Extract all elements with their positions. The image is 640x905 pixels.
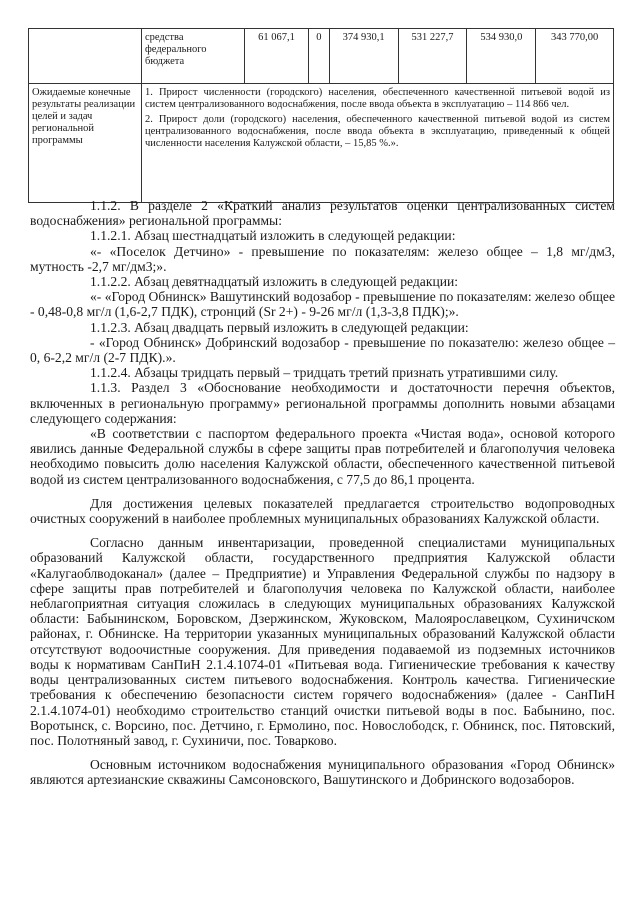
paragraph: 1.1.2.4. Абзацы тридцать первый – тридцать третий признать утратившими силу. — [90, 365, 559, 381]
result-item: 2. Прирост доли (городского) населения, обеспеченного качественной питьевой водой из систем централизованного водоснабжения, после ввода объекта в эксплуатацию, приведенный к общей численности населения Калужской области, – 15,85 %.». — [145, 114, 610, 149]
paragraph: 1.1.2. В разделе 2 «Краткий анализ результатов оценки централизованных систем водоснабжения» региональной программы: — [30, 198, 615, 229]
budget-table — [28, 28, 614, 203]
paragraph: «- «Город Обнинск» Вашутинский водозабор - превышение по показателям: железо общее - 0,48-0,8 мг/л (1,6-2,7 ПДК), стронций (Sr 2+) - 9-26 мг/л (1,3-3,8 ПДК);». — [30, 289, 615, 320]
paragraph: Для достижения целевых показателей предлагается строительство водопроводных очистных сооружений в наиболее проблемных муниципальных образованиях Калужской области. — [30, 495, 615, 527]
table-cell-results — [142, 84, 614, 203]
paragraph: 1.1.2.2. Абзац девятнадцатый изложить в следующей редакции: — [90, 274, 459, 290]
table-cell-value: 374 930,1 — [329, 29, 398, 84]
table-cell-value: 343 770,00 — [536, 29, 614, 84]
paragraph: 1.1.3. Раздел 3 «Обоснование необходимости и достаточности перечня объектов, включенных в региональную программу» региональной программы дополнить новыми абзацами следующего содержания: — [30, 380, 615, 426]
paragraph: Согласно данным инвентаризации, проведенной специалистами муниципальных образований Калужской области, государственного предприятия Калужской области «Калугаоблводоканал» (далее – Предприятие) и Управления Федеральной службы по надзору в сфере защиты прав потребителей и благополучия человека по Калужской области, наиболее неблагоприятная ситуация сложилась в следующих муниципальных образованиях Калужской области: Бабынинском, Боровском, Дзержинском, Жуковском, Малоярославецком, Сухиничском районах, г. Обнинске. На территории указанных муниципальных образований Калужской области отсутствуют водоочистные сооружения. Для приведения подаваемой из подземных источников воды к нормативам СанПиН 2.1.4.1074-01 «Питьевая вода. Гигиенические требования к качеству воды централизованных систем питьевого водоснабжения. Контроль качества. Гигиенические требования к обеспечению безопасности систем горячего водоснабжения» (далее - СанПиН 2.1.4.1074-01) необходимо строительство станций очистки питьевой воды в пос. Бабынино, пос. Воротынск, с. Ворсино, пос. Детчино, г. Ермолино, пос. Новослободск, г. Обнинск, пос. Пятовский, пос. Полотняный завод, г. Сухиничи, пос. Товарково. — [30, 535, 615, 748]
paragraph: 1.1.2.3. Абзац двадцать первый изложить в следующей редакции: — [90, 319, 469, 335]
paragraph: Основным источником водоснабжения муниципального образования «Город Обнинск» являются артезианские скважины Самсоновского, Вашутинского и Добринского водозаборов. — [30, 757, 615, 788]
paragraph: «- «Поселок Детчино» - превышение по показателям: железо общее – 1,8 мг/дм3, мутность -2,7 мг/дм3;». — [30, 243, 615, 274]
table-cell-label: Ожидаемые конечные результаты реализации целей и задач региональной программы — [29, 84, 142, 203]
paragraph: - «Город Обнинск» Добринский водозабор - превышение по показателю: железо общее – 0, 6-2,2 мг/л (2-7 ПДК).». — [30, 334, 615, 366]
paragraph: «В соответствии с паспортом федерального проекта «Чистая вода», основой которого явились данные Федеральной службы в сфере защиты прав потребителей и благополучия человека необходимо повысить долю населения Калужской области, обеспеченного качественной питьевой водой из систем централизованного водоснабжения, с 77,5 до 86,1 процента. — [30, 426, 615, 487]
paragraph: 1.1.2.1. Абзац шестнадцатый изложить в следующей редакции: — [90, 228, 456, 244]
table-cell-value: 0 — [308, 29, 329, 84]
result-item: 1. Прирост численности (городского) населения, обеспеченного качественной питьевой водой из систем централизованного водоснабжения, после ввода объекта в эксплуатацию – 114 866 чел. — [145, 87, 610, 110]
table-row — [29, 84, 614, 203]
table-cell-value: 61 067,1 — [245, 29, 309, 84]
table-cell-value: 534 930,0 — [467, 29, 536, 84]
table-cell-source: средства федерального бюджета — [142, 29, 245, 84]
table-cell-value: 531 227,7 — [398, 29, 467, 84]
document-body — [30, 198, 615, 788]
table-row — [29, 29, 614, 84]
table-cell-empty — [29, 29, 142, 84]
